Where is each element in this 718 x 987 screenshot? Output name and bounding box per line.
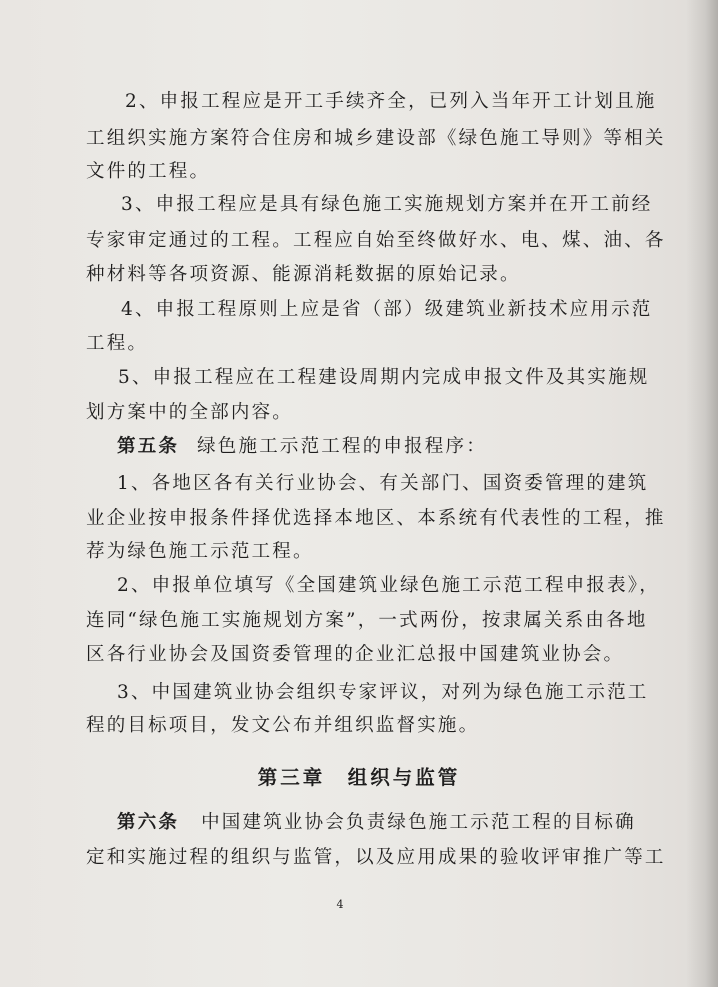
article-6-label: 第六条 (117, 812, 180, 833)
text-line: 3、中国建筑业协会组织专家评议，对列为绿色施工示范工 (117, 682, 649, 703)
text-line: 工组织实施方案符合住房和城乡建设部《绿色施工导则》等相关 (86, 128, 666, 149)
article-5-text: 绿色施工示范工程的申报程序： (197, 436, 487, 457)
text-line: 专家审定通过的工程。工程应自始至终做好水、电、煤、油、各 (86, 230, 666, 251)
text-line: 连同“绿色施工实施规划方案”，一式两份，按隶属关系由各地 (86, 610, 648, 631)
article-5-line (117, 435, 487, 459)
chapter-heading: 第三章 组织与监管 (257, 766, 461, 789)
page-number: 4 (336, 898, 344, 911)
text-line: 业企业按申报条件择优选择本地区、本系统有代表性的工程，推 (86, 508, 666, 529)
text-line: 2、申报工程应是开工手续齐全，已列入当年开工计划且施 (125, 91, 657, 112)
text-line: 文件的工程。 (86, 161, 211, 182)
text-line: 区各行业协会及国资委管理的企业汇总报中国建筑业协会。 (86, 644, 625, 665)
text-line: 5、申报工程应在工程建设周期内完成申报文件及其实施规 (118, 367, 650, 388)
page-edge-shadow (686, 0, 718, 987)
article-5-label: 第五条 (117, 436, 180, 457)
text-line: 荐为绿色施工示范工程。 (86, 541, 314, 562)
text-line: 程的目标项目，发文公布并组织监督实施。 (86, 715, 480, 736)
text-line: 1、各地区各有关行业协会、有关部门、国资委管理的建筑 (117, 473, 649, 494)
article-6-text: 中国建筑业协会负责绿色施工示范工程的目标确 (201, 812, 636, 833)
text-line: 2、申报单位填写《全国建筑业绿色施工示范工程申报表》， (117, 575, 660, 596)
text-line: 划方案中的全部内容。 (86, 402, 294, 423)
text-line: 工程。 (86, 333, 149, 354)
text-line: 种材料等各项资源、能源消耗数据的原始记录。 (86, 264, 521, 285)
article-6-line (117, 811, 636, 835)
text-line: 定和实施过程的组织与监管，以及应用成果的验收评审推广等工 (86, 847, 666, 868)
text-line: 4、申报工程原则上应是省（部）级建筑业新技术应用示范 (121, 299, 653, 320)
text-line: 3、申报工程应是具有绿色施工实施规划方案并在开工前经 (121, 194, 653, 215)
